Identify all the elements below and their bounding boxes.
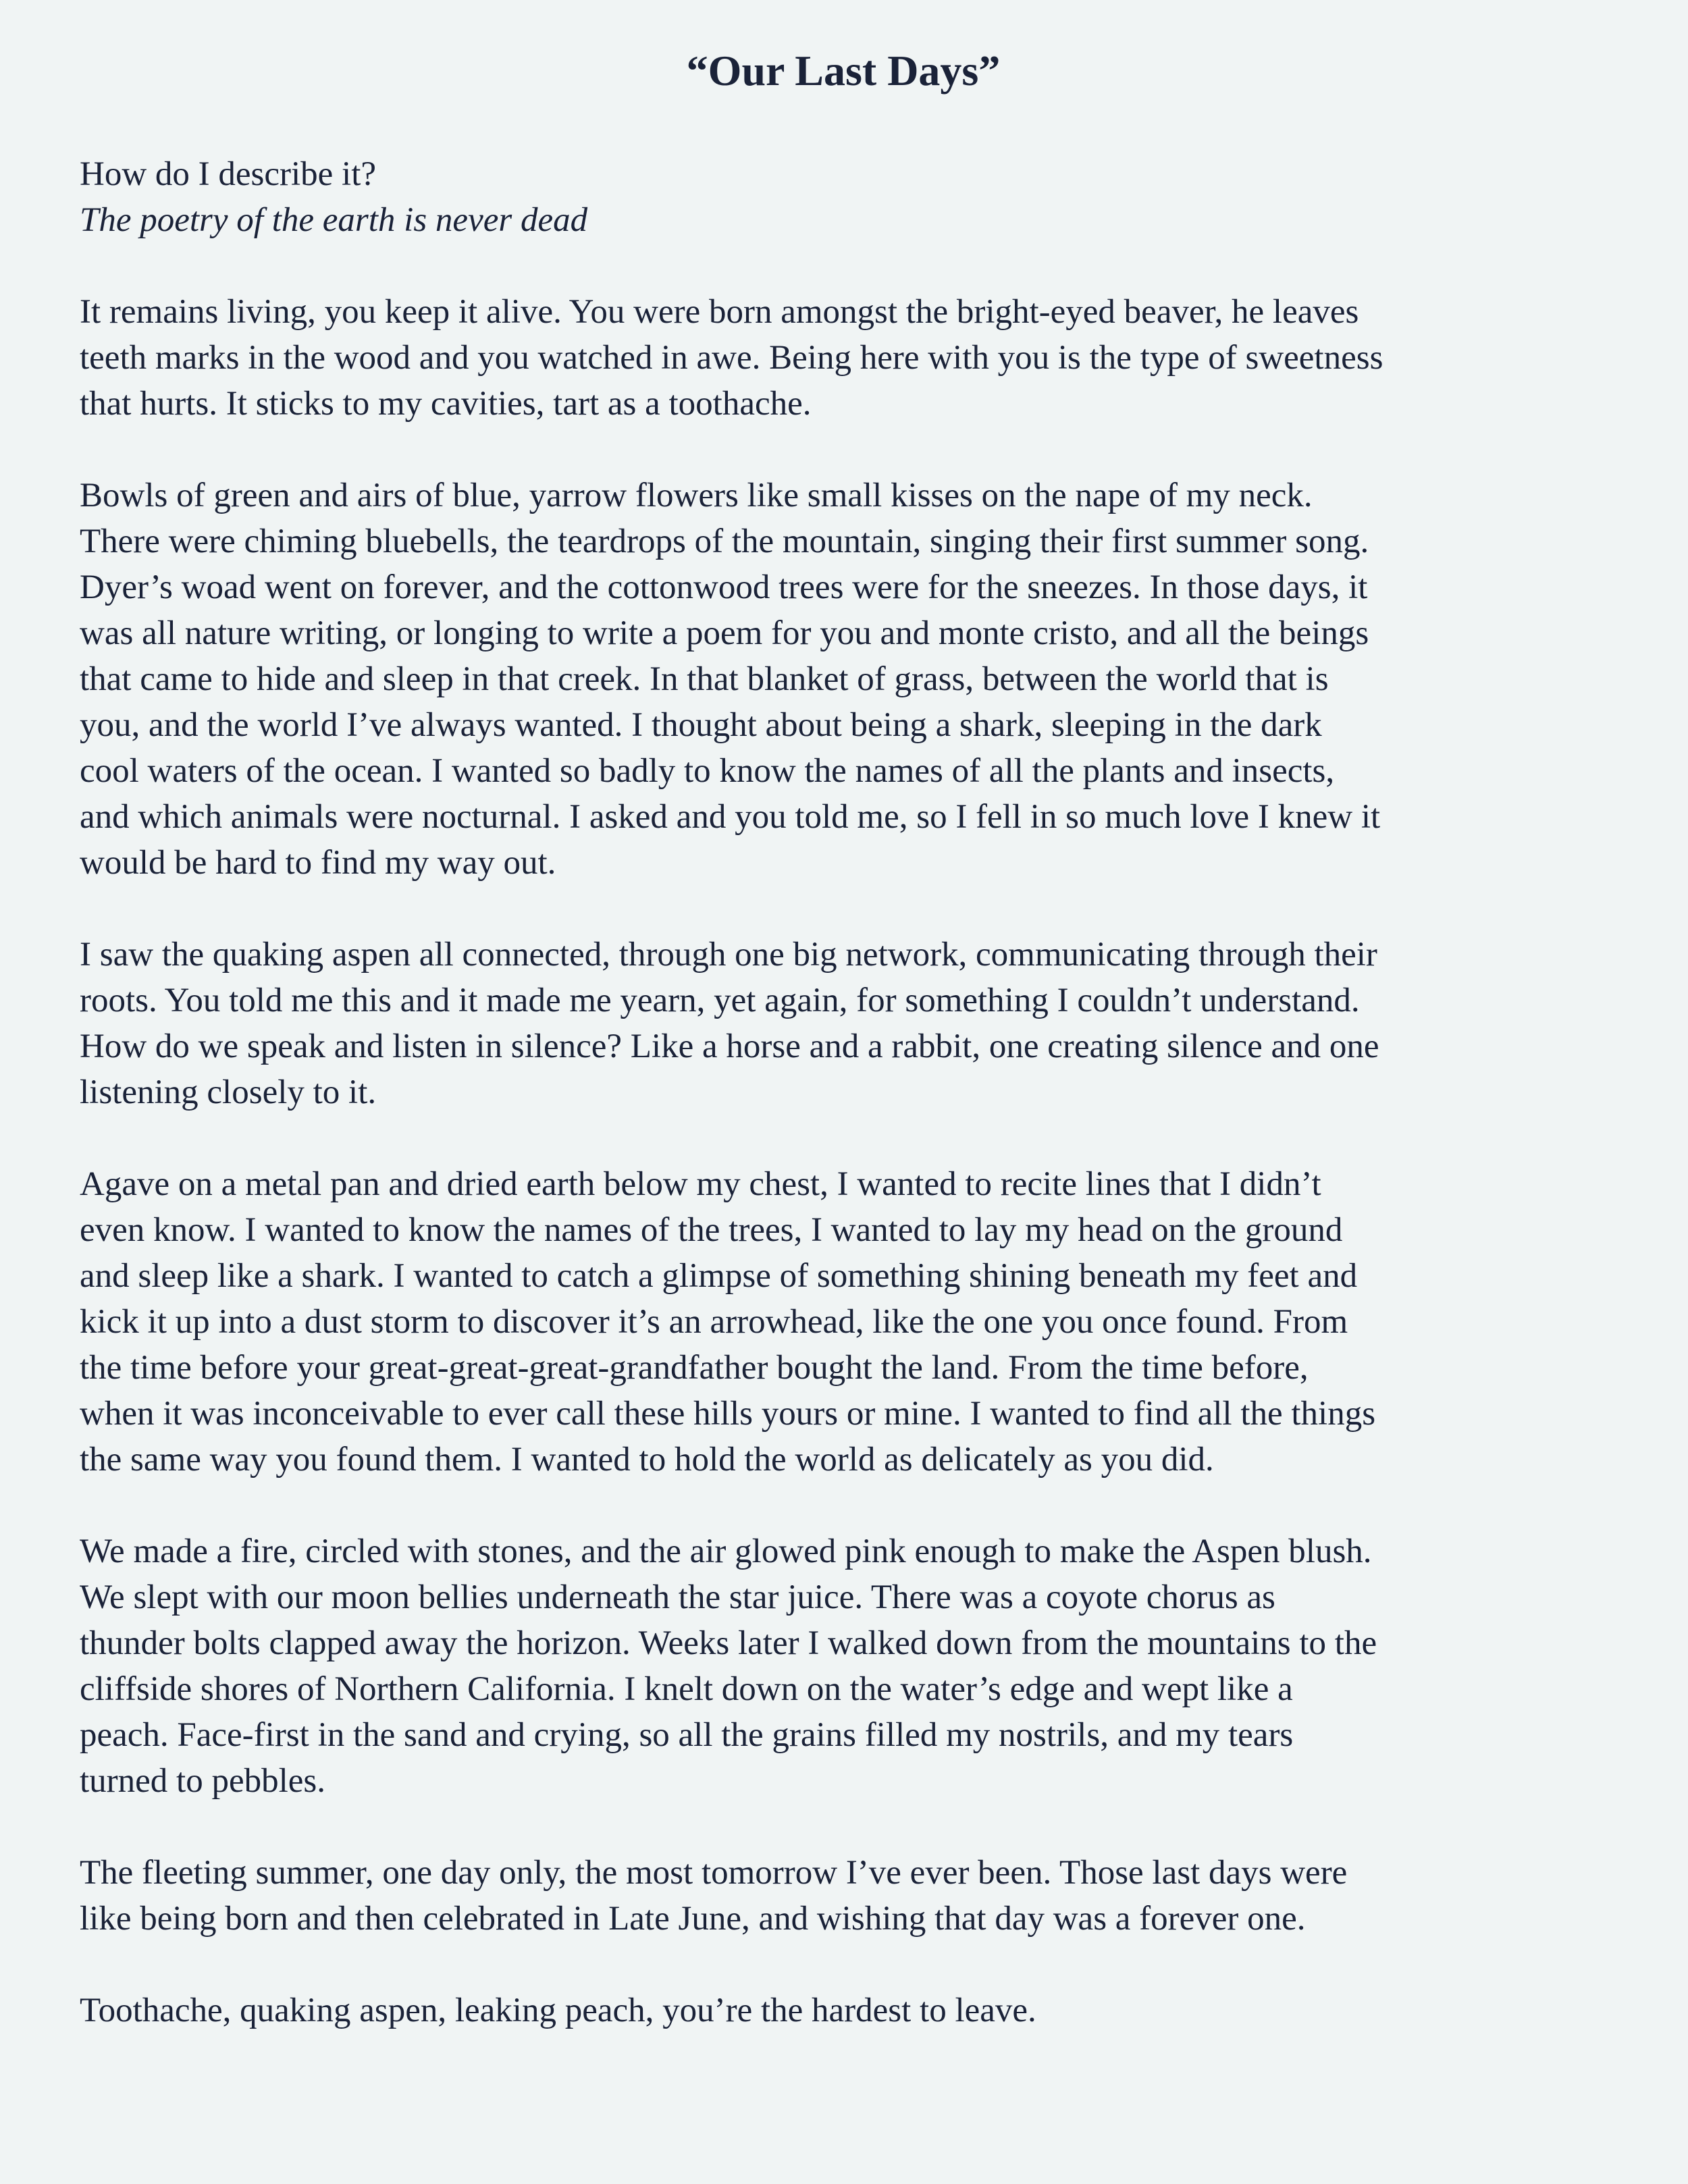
text-line: The fleeting summer, one day only, the most tomorrow I’ve ever been. Those last days were — [80, 1854, 1348, 1892]
paragraph-6 — [80, 1850, 1607, 1942]
text-line: listening closely to it. — [80, 1073, 377, 1111]
poem-title: “Our Last Days” — [686, 47, 1001, 95]
paragraph-4 — [80, 1161, 1607, 1483]
paragraph-7 — [80, 1988, 1607, 2033]
text-line: We made a fire, circled with stones, and the air glowed pink enough to make the Aspen blush. — [80, 1533, 1372, 1570]
text-line: and which animals were nocturnal. I asked and you told me, so I fell in so much love I knew it — [80, 798, 1381, 836]
text-line: was all nature writing, or longing to write a poem for you and monte cristo, and all the beings — [80, 614, 1369, 652]
text-line: the same way you found them. I wanted to hold the world as delicately as you did. — [80, 1441, 1214, 1479]
text-line: that hurts. It sticks to my cavities, tart as a toothache. — [80, 385, 812, 423]
intro-stanza — [80, 151, 1607, 243]
paragraph-5 — [80, 1528, 1607, 1804]
paragraph-3 — [80, 932, 1607, 1115]
text-line: Toothache, quaking aspen, leaking peach, you’re the hardest to leave. — [80, 1992, 1036, 2029]
paragraph-2 — [80, 473, 1607, 886]
intro-question: How do I describe it? — [80, 155, 377, 193]
paragraph-1 — [80, 289, 1607, 427]
text-line: roots. You told me this and it made me yearn, yet again, for something I couldn’t understand. — [80, 982, 1360, 1019]
text-line: like being born and then celebrated in Late June, and wishing that day was a forever one. — [80, 1900, 1306, 1938]
text-line: kick it up into a dust storm to discover it’s an arrowhead, like the one you once found. From — [80, 1303, 1348, 1341]
text-line: and sleep like a shark. I wanted to catch a glimpse of something shining beneath my feet and — [80, 1257, 1358, 1295]
text-line: Agave on a metal pan and dried earth below my chest, I wanted to recite lines that I didn’t — [80, 1165, 1321, 1203]
text-line: would be hard to find my way out. — [80, 844, 556, 882]
text-line: peach. Face-first in the sand and crying, so all the grains filled my nostrils, and my tears — [80, 1716, 1294, 1754]
text-line: teeth marks in the wood and you watched in awe. Being here with you is the type of sweetness — [80, 339, 1383, 377]
text-line: We slept with our moon bellies underneath the star juice. There was a coyote chorus as — [80, 1578, 1275, 1616]
text-line: thunder bolts clapped away the horizon. Weeks later I walked down from the mountains to the — [80, 1624, 1377, 1662]
epigraph: The poetry of the earth is never dead — [80, 201, 588, 239]
text-line: Dyer’s woad went on forever, and the cottonwood trees were for the sneezes. In those days, it — [80, 568, 1368, 606]
text-line: the time before your great-great-great-grandfather bought the land. From the time before, — [80, 1349, 1309, 1387]
text-line: How do we speak and listen in silence? Like a horse and a rabbit, one creating silence and one — [80, 1028, 1379, 1065]
text-line: There were chiming bluebells, the teardrops of the mountain, singing their first summer song. — [80, 523, 1369, 560]
text-line: It remains living, you keep it alive. You were born amongst the bright-eyed beaver, he leaves — [80, 293, 1359, 331]
text-line: cliffside shores of Northern California. I knelt down on the water’s edge and wept like a — [80, 1670, 1293, 1708]
text-line: even know. I wanted to know the names of the trees, I wanted to lay my head on the ground — [80, 1211, 1343, 1249]
text-line: I saw the quaking aspen all connected, through one big network, communicating through their — [80, 936, 1377, 974]
text-line: turned to pebbles. — [80, 1762, 325, 1800]
text-line: cool waters of the ocean. I wanted so badly to know the names of all the plants and insects, — [80, 752, 1335, 790]
text-line: Bowls of green and airs of blue, yarrow flowers like small kisses on the nape of my neck. — [80, 477, 1313, 514]
text-line: that came to hide and sleep in that creek. In that blanket of grass, between the world that is — [80, 660, 1329, 698]
text-line: you, and the world I’ve always wanted. I thought about being a shark, sleeping in the dark — [80, 706, 1322, 744]
text-line: when it was inconceivable to ever call these hills yours or mine. I wanted to find all the things — [80, 1395, 1376, 1433]
